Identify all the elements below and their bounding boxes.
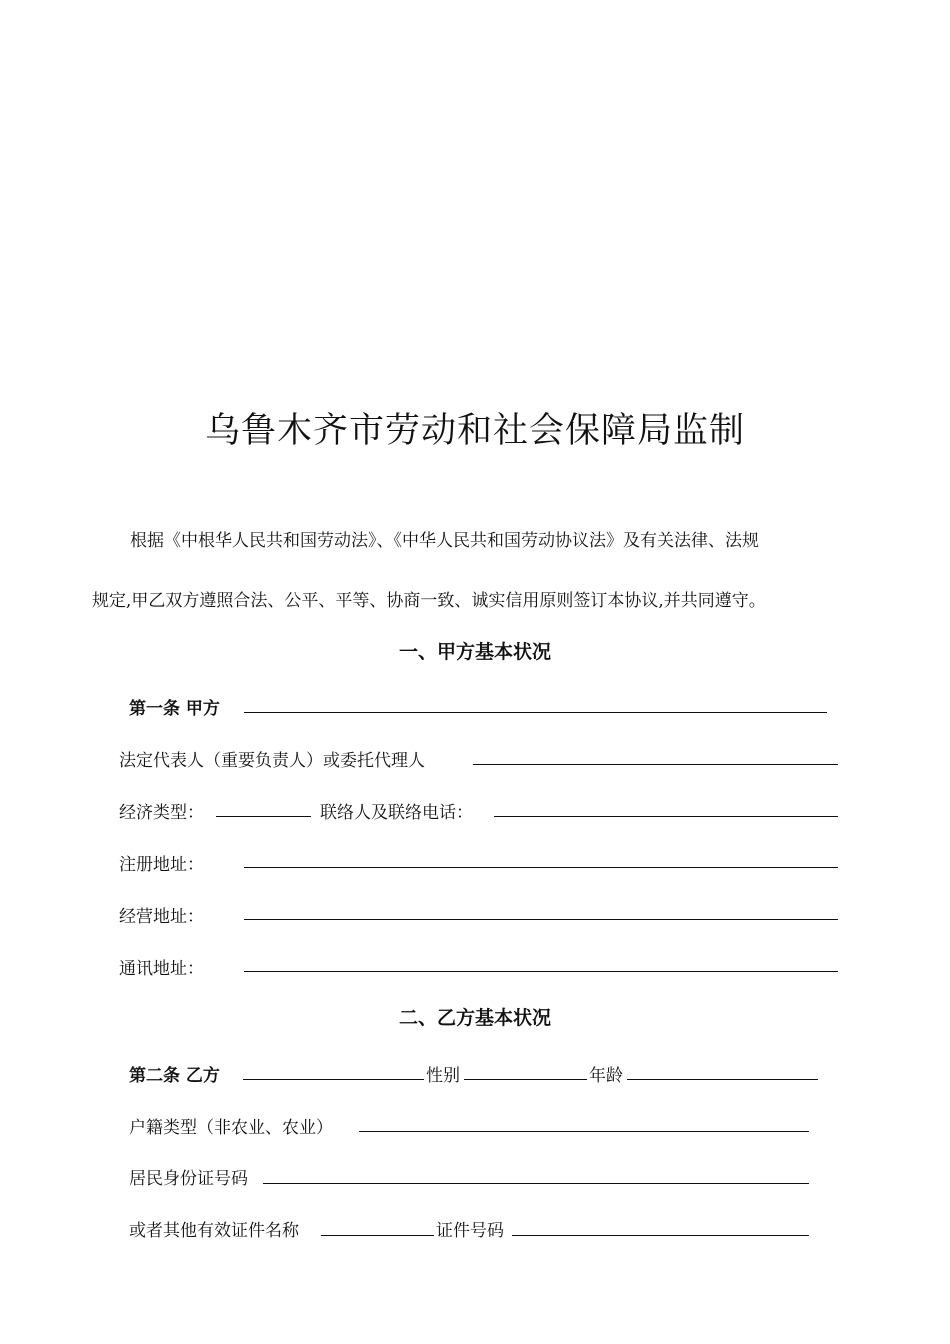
household-type-label: 户籍类型（非农业、农业） — [129, 1118, 333, 1138]
section-heading-party-b: 二、乙方基本状况 — [398, 1007, 551, 1029]
cert-number-label: 证件号码 — [436, 1221, 504, 1241]
legal-rep-field[interactable] — [473, 764, 838, 765]
contact-field[interactable] — [494, 816, 838, 817]
business-address-label: 经营地址： — [119, 907, 204, 927]
mailing-address-label: 通讯地址： — [119, 959, 204, 979]
other-id-name-field[interactable] — [321, 1235, 434, 1236]
gender-label: 性别 — [426, 1066, 460, 1086]
registered-address-field[interactable] — [244, 867, 838, 868]
id-number-label: 居民身份证号码 — [129, 1169, 248, 1189]
registered-address-label: 注册地址： — [119, 855, 204, 875]
contact-label: 联络人及联络电话： — [320, 803, 473, 823]
legal-rep-label: 法定代表人（重要负责人）或委托代理人 — [119, 751, 425, 771]
page-title: 乌鲁木齐市劳动和社会保障局监制 — [204, 411, 745, 451]
intro-paragraph-line-1: 根据《中根华人民共和国劳动法》、《中华人民共和国劳动协议法》及有关法律、法规 — [130, 531, 759, 551]
age-label: 年龄 — [589, 1066, 623, 1086]
article-1-label: 第一条 甲方 — [129, 699, 220, 719]
economic-type-label: 经济类型： — [119, 803, 204, 823]
gender-field[interactable] — [464, 1079, 587, 1080]
intro-paragraph-line-2: 规定,甲乙双方遵照合法、公平、平等、协商一致、诚实信用原则签订本协议,并共同遵守。 — [92, 591, 766, 611]
economic-type-field[interactable] — [216, 816, 311, 817]
section-heading-party-a: 一、甲方基本状况 — [398, 641, 551, 663]
party-b-name-field[interactable] — [243, 1079, 424, 1080]
mailing-address-field[interactable] — [244, 971, 838, 972]
party-a-name-field[interactable] — [244, 712, 827, 713]
business-address-field[interactable] — [244, 919, 838, 920]
age-field[interactable] — [627, 1079, 818, 1080]
article-2-label: 第二条 乙方 — [129, 1066, 220, 1086]
id-number-field[interactable] — [263, 1183, 809, 1184]
cert-number-field[interactable] — [512, 1235, 809, 1236]
other-id-name-label: 或者其他有效证件名称 — [129, 1221, 299, 1241]
household-type-field[interactable] — [359, 1131, 809, 1132]
